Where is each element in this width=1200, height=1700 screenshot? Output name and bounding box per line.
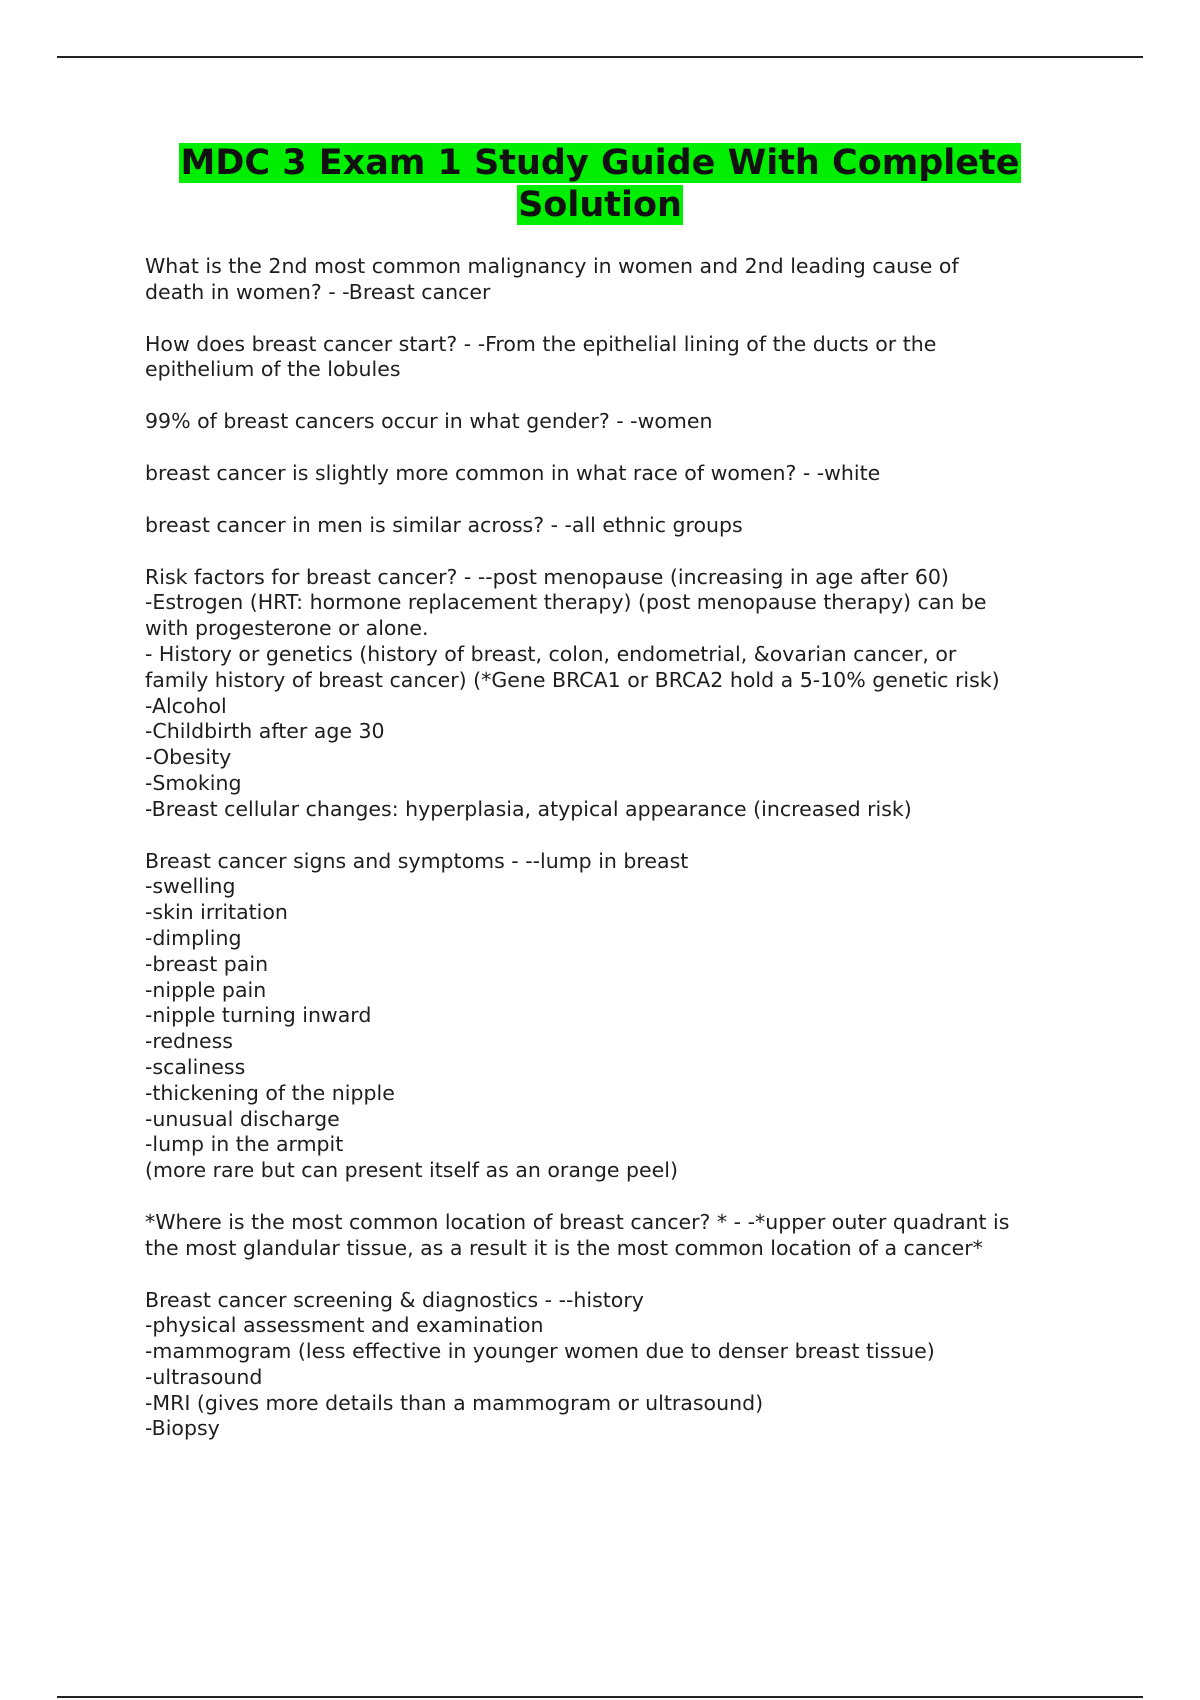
qa-line: -Smoking xyxy=(145,770,242,795)
qa-line: -mammogram (less effective in younger women due to denser breast tissue) xyxy=(145,1339,935,1364)
qa-line: breast cancer in men is similar across? - -all ethnic groups xyxy=(145,512,743,537)
qa-line: -redness xyxy=(145,1029,233,1054)
qa-line: -dimpling xyxy=(145,925,242,950)
qa-text xyxy=(145,332,1100,384)
qa-line: -Estrogen (HRT: hormone replacement therapy) (post menopause therapy) can be xyxy=(145,590,987,615)
qa-line: -Breast cellular changes: hyperplasia, atypical appearance (increased risk) xyxy=(145,796,912,821)
qa-line: -Alcohol xyxy=(145,693,227,718)
qa-line: breast cancer is slightly more common in what race of women? - -white xyxy=(145,460,881,485)
qa-line: What is the 2nd most common malignancy in women and 2nd leading cause of xyxy=(145,254,959,278)
title-line-1: MDC 3 Exam 1 Study Guide With Complete xyxy=(180,143,1020,183)
qa-line: -Childbirth after age 30 xyxy=(145,719,385,744)
qa-line: Risk factors for breast cancer? - --post menopause (increasing in age after 60) xyxy=(145,564,949,589)
study-guide-body xyxy=(145,254,1100,1468)
qa-entry xyxy=(145,409,1100,435)
qa-text xyxy=(145,1288,1100,1443)
qa-line: Breast cancer screening & diagnostics - --history xyxy=(145,1287,644,1312)
qa-line: -nipple turning inward xyxy=(145,1003,372,1028)
qa-line: How does breast cancer start? - -From the epithelial lining of the ducts or the xyxy=(145,331,937,356)
qa-text xyxy=(145,461,1100,487)
title-line-2: Solution xyxy=(518,185,682,225)
qa-entry xyxy=(145,565,1100,823)
qa-entry xyxy=(145,1288,1100,1443)
qa-line: family history of breast cancer) (*Gene BRCA1 or BRCA2 hold a 5-10% genetic risk) xyxy=(145,667,1000,692)
qa-line: -ultrasound xyxy=(145,1364,263,1389)
qa-entry xyxy=(145,332,1100,384)
qa-line: the most glandular tissue, as a result it is the most common location of a cancer* xyxy=(145,1235,983,1260)
qa-text xyxy=(145,254,1100,306)
qa-line: -Biopsy xyxy=(145,1416,220,1441)
qa-line: -physical assessment and examination xyxy=(145,1313,544,1338)
qa-line: -thickening of the nipple xyxy=(145,1080,395,1105)
qa-entry xyxy=(145,849,1100,1184)
qa-line: (more rare but can present itself as an orange peel) xyxy=(145,1158,678,1183)
qa-line: with progesterone or alone. xyxy=(145,616,429,641)
document-title xyxy=(0,142,1200,226)
qa-line: *Where is the most common location of breast cancer? * - -*upper outer quadrant is xyxy=(145,1209,1010,1234)
qa-entry xyxy=(145,461,1100,487)
qa-entry xyxy=(145,254,1100,306)
qa-line: 99% of breast cancers occur in what gender? - -women xyxy=(145,409,713,434)
qa-line: -unusual discharge xyxy=(145,1106,340,1131)
qa-text xyxy=(145,565,1100,823)
qa-line: epithelium of the lobules xyxy=(145,357,401,382)
qa-line: -breast pain xyxy=(145,951,269,976)
qa-line: -Obesity xyxy=(145,745,232,770)
qa-line: -nipple pain xyxy=(145,977,267,1002)
qa-entry xyxy=(145,1210,1100,1262)
qa-line: - History or genetics (history of breast, colon, endometrial, &ovarian cancer, or xyxy=(145,641,957,666)
qa-text xyxy=(145,1210,1100,1262)
qa-line: death in women? - -Breast cancer xyxy=(145,279,491,304)
qa-line: -skin irritation xyxy=(145,900,288,925)
bottom-rule xyxy=(57,1696,1143,1698)
qa-line: -lump in the armpit xyxy=(145,1132,344,1157)
qa-entry xyxy=(145,513,1100,539)
qa-text xyxy=(145,409,1100,435)
qa-line: -swelling xyxy=(145,874,236,899)
top-rule xyxy=(57,56,1143,58)
qa-line: -scaliness xyxy=(145,1054,246,1079)
qa-text xyxy=(145,513,1100,539)
qa-line: Breast cancer signs and symptoms - --lump in breast xyxy=(145,848,689,873)
qa-text xyxy=(145,849,1100,1184)
qa-line: -MRI (gives more details than a mammogram or ultrasound) xyxy=(145,1390,764,1415)
